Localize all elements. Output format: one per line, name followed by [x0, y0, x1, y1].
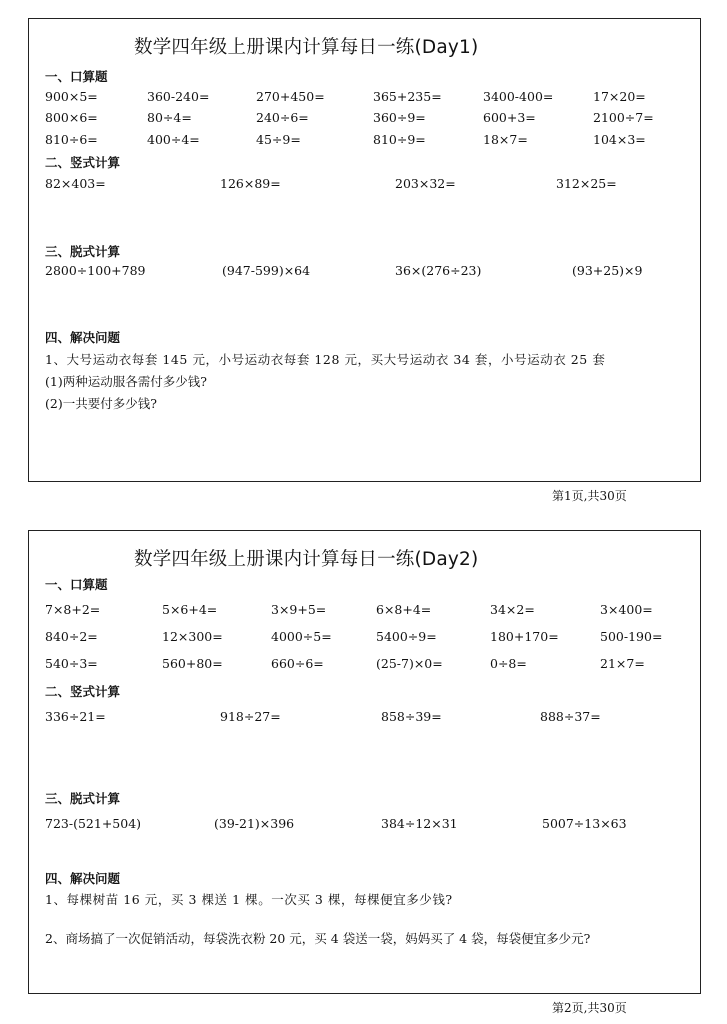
- vertical-row: [29, 709, 700, 725]
- worksheet-day2: [28, 530, 701, 994]
- page-number: 第1页,共30页: [552, 489, 627, 503]
- stepwise-item: (39-21)×396: [214, 816, 295, 831]
- oral-item: 660÷6=: [271, 656, 324, 671]
- oral-item: 540÷3=: [45, 656, 98, 671]
- oral-item: 360-240=: [147, 89, 210, 104]
- oral-item: 17×20=: [593, 89, 646, 104]
- word-problem: 1、大号运动衣每套 145 元，小号运动衣每套 128 元，买大号运动衣 34 套，小号运动衣 25 套: [45, 352, 606, 367]
- word-problem-part: (2)一共要付多少钱?: [45, 396, 157, 411]
- oral-row: [29, 89, 700, 105]
- stepwise-item: 5007÷13×63: [542, 816, 627, 831]
- section-heading-stepwise: 三、脱式计算: [45, 791, 121, 806]
- oral-item: 45÷9=: [256, 132, 301, 147]
- section-heading-stepwise: 三、脱式计算: [45, 244, 121, 259]
- oral-item: 270+450=: [256, 89, 325, 104]
- oral-item: 560+80=: [162, 656, 223, 671]
- vertical-item: 336÷21=: [45, 709, 106, 724]
- oral-item: 3×9+5=: [271, 602, 327, 617]
- oral-item: 104×3=: [593, 132, 646, 147]
- oral-row: [29, 110, 700, 126]
- oral-item: 360÷9=: [373, 110, 426, 125]
- worksheet-title: 数学四年级上册课内计算每日一练(Day2): [134, 549, 479, 570]
- section-heading-vertical: 二、竖式计算: [45, 155, 121, 170]
- oral-row: [29, 629, 700, 645]
- oral-item: 2100÷7=: [593, 110, 654, 125]
- oral-item: (25-7)×0=: [376, 656, 443, 671]
- word-problem: 2、商场搞了一次促销活动，每袋洗衣粉 20 元，买 4 袋送一袋，妈妈买了 4 袋，每袋便宜多少元?: [45, 931, 591, 946]
- section-heading-problems: 四、解决问题: [45, 330, 121, 345]
- stepwise-item: 36×(276÷23): [395, 263, 482, 278]
- section-heading-problems: 四、解决问题: [45, 871, 121, 886]
- oral-item: 21×7=: [600, 656, 645, 671]
- oral-item: 6×8+4=: [376, 602, 432, 617]
- page-number: 第2页,共30页: [552, 1001, 627, 1015]
- oral-row: [29, 602, 700, 618]
- oral-item: 240÷6=: [256, 110, 309, 125]
- section-heading-oral: 一、口算题: [45, 577, 108, 592]
- section-heading-oral: 一、口算题: [45, 69, 108, 84]
- oral-item: 800×6=: [45, 110, 98, 125]
- oral-item: 180+170=: [490, 629, 559, 644]
- stepwise-row: [29, 816, 700, 832]
- oral-item: 600+3=: [483, 110, 536, 125]
- worksheet-day1: [28, 18, 701, 482]
- oral-item: 500-190=: [600, 629, 663, 644]
- oral-item: 18×7=: [483, 132, 528, 147]
- stepwise-item: 384÷12×31: [381, 816, 458, 831]
- oral-item: 900×5=: [45, 89, 98, 104]
- vertical-row: [29, 176, 700, 192]
- vertical-item: 312×25=: [556, 176, 617, 191]
- worksheet-title: 数学四年级上册课内计算每日一练(Day1): [134, 37, 479, 58]
- stepwise-row: [29, 263, 700, 279]
- oral-item: 5400÷9=: [376, 629, 437, 644]
- word-problem-part: (1)两种运动服各需付多少钱?: [45, 374, 207, 389]
- stepwise-item: (947-599)×64: [222, 263, 311, 278]
- stepwise-item: 2800÷100+789: [45, 263, 146, 278]
- vertical-item: 126×89=: [220, 176, 281, 191]
- vertical-item: 203×32=: [395, 176, 456, 191]
- oral-item: 365+235=: [373, 89, 442, 104]
- oral-item: 12×300=: [162, 629, 223, 644]
- oral-row: [29, 132, 700, 148]
- oral-item: 7×8+2=: [45, 602, 101, 617]
- vertical-item: 918÷27=: [220, 709, 281, 724]
- oral-item: 4000÷5=: [271, 629, 332, 644]
- section-heading-vertical: 二、竖式计算: [45, 684, 121, 699]
- oral-item: 3400-400=: [483, 89, 554, 104]
- vertical-item: 888÷37=: [540, 709, 601, 724]
- word-problem: 1、每棵树苗 16 元，买 3 棵送 1 棵。一次买 3 棵，每棵便宜多少钱?: [45, 892, 453, 907]
- vertical-item: 82×403=: [45, 176, 106, 191]
- oral-item: 810÷6=: [45, 132, 98, 147]
- oral-row: [29, 656, 700, 672]
- vertical-item: 858÷39=: [381, 709, 442, 724]
- stepwise-item: (93+25)×9: [572, 263, 643, 278]
- oral-item: 840÷2=: [45, 629, 98, 644]
- stepwise-item: 723-(521+504): [45, 816, 142, 831]
- oral-item: 5×6+4=: [162, 602, 218, 617]
- oral-item: 34×2=: [490, 602, 535, 617]
- oral-item: 400÷4=: [147, 132, 200, 147]
- oral-item: 810÷9=: [373, 132, 426, 147]
- oral-item: 80÷4=: [147, 110, 192, 125]
- oral-item: 0÷8=: [490, 656, 527, 671]
- oral-item: 3×400=: [600, 602, 653, 617]
